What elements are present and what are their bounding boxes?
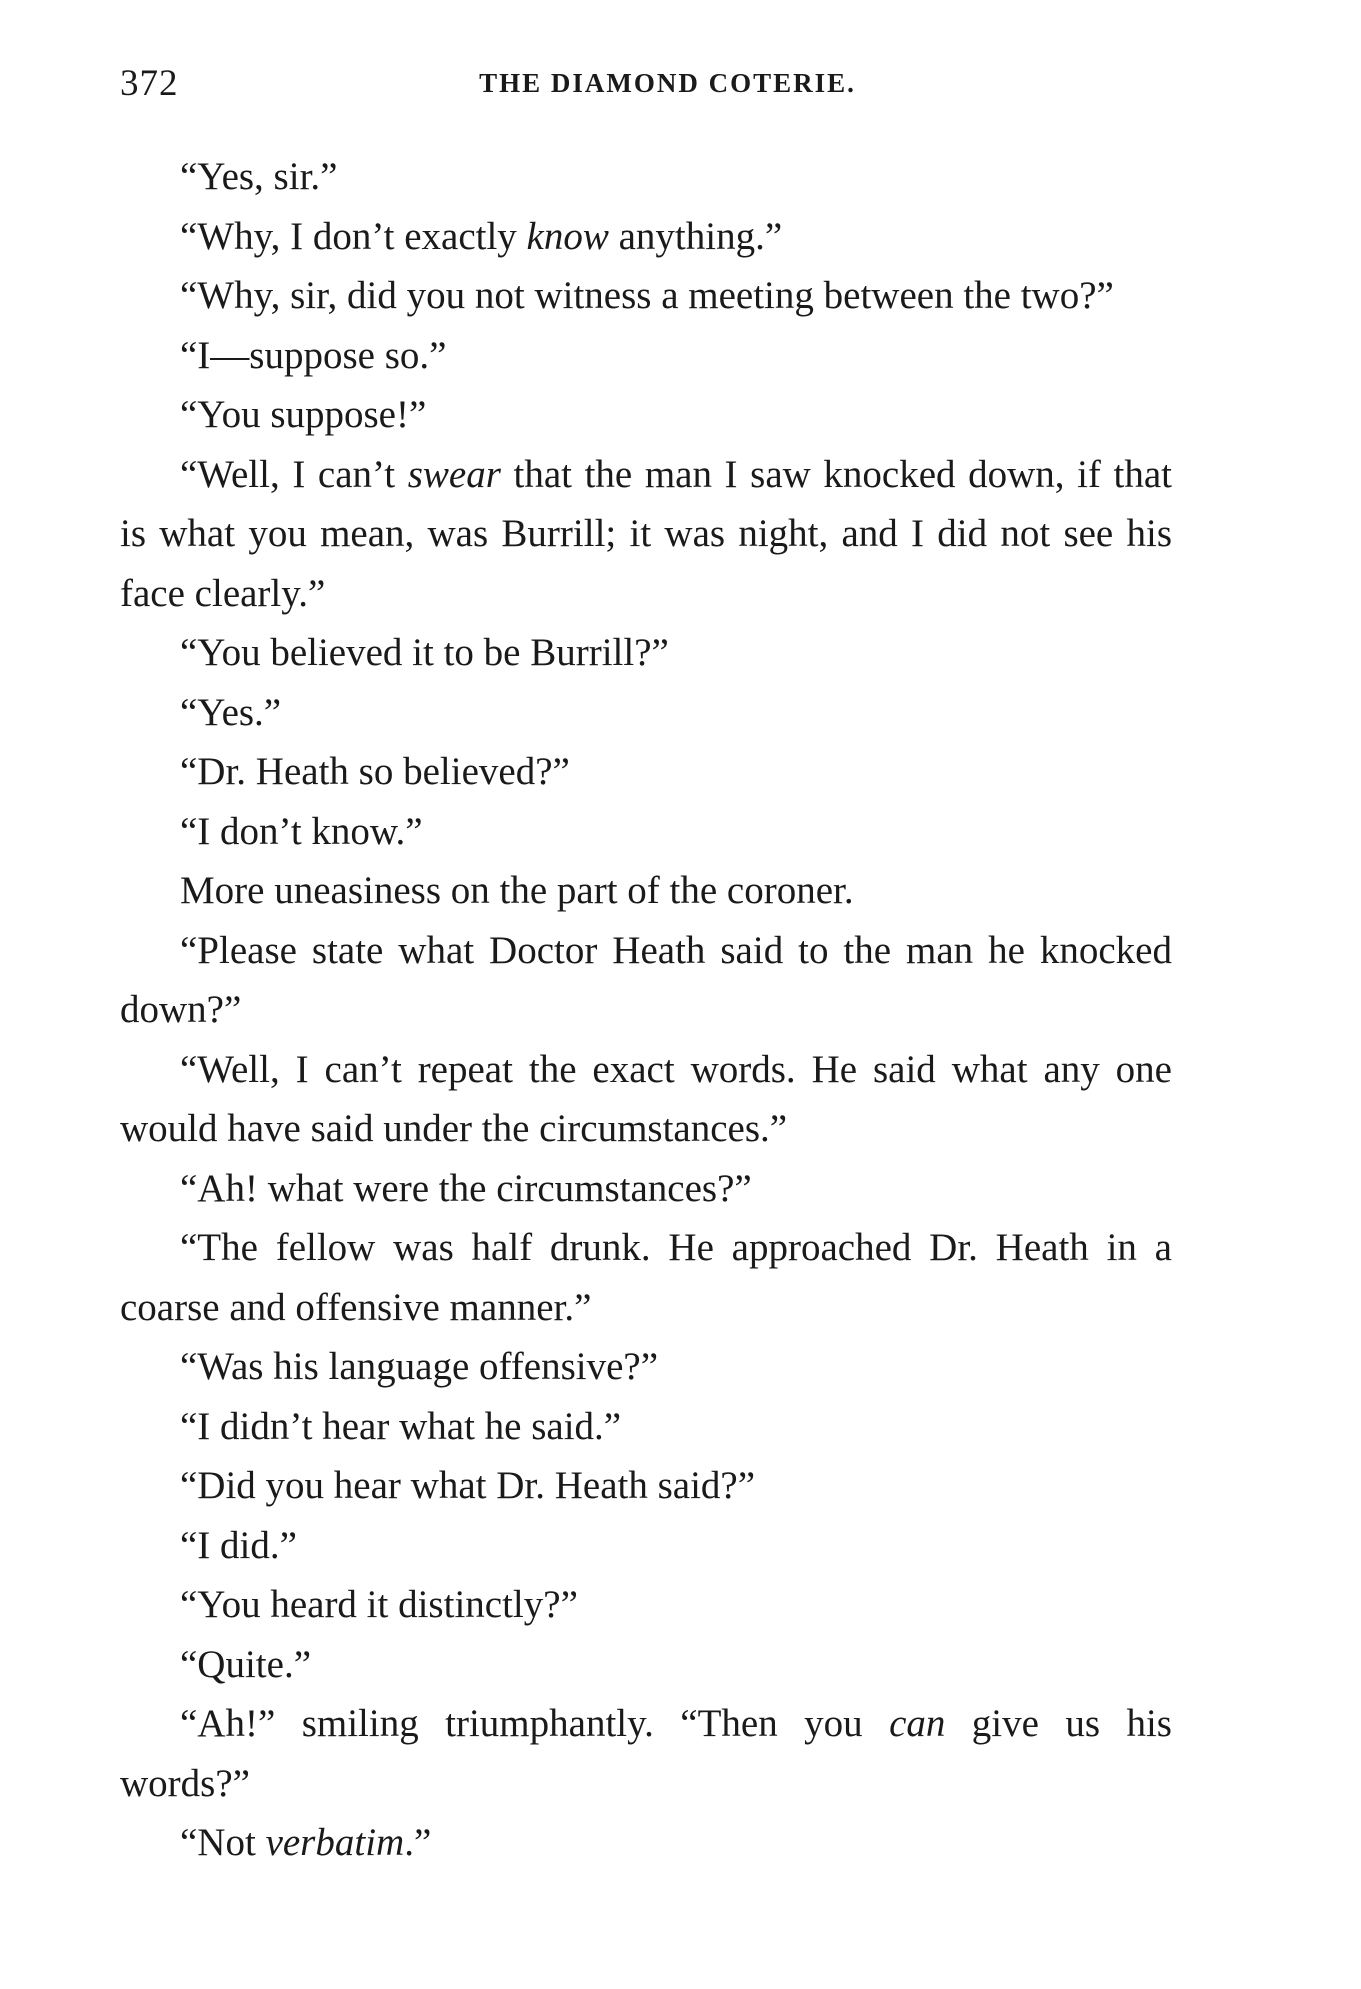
paragraph-19: “I did.” [180, 1523, 297, 1567]
paragraph-4: “I—suppose so.” [180, 333, 447, 377]
paragraph-16: “Was his language offensive?” [180, 1345, 659, 1388]
paragraph-15: “The fellow was half drunk. He approached Dr. Heath in a coarse and offensive manner.” [120, 1226, 1172, 1329]
paragraph-6-text-b: that the man I saw knocked down, if that is what you mean, was Burrill; it was night, and I did not see his face clearly.” [120, 452, 1172, 615]
paragraph-6-emphasis: swear [407, 452, 501, 496]
paragraph-10: “I don’t know.” [180, 809, 423, 853]
paragraph-2 [120, 207, 1172, 267]
paragraph-6 [120, 445, 1172, 624]
paragraph-18: “Did you hear what Dr. Heath said?” [180, 1464, 756, 1507]
paragraph-8: “Yes.” [180, 690, 282, 734]
paragraph-23-text-b: .” [404, 1821, 432, 1864]
paragraph-2-text-a: “Why, I don’t exactly [180, 214, 527, 258]
paragraph-3: “Why, sir, did you not witness a meeting between the two?” [180, 274, 1114, 317]
paragraph-23-emphasis: verbatim [265, 1821, 405, 1864]
paragraph-23-text-a: “Not [180, 1821, 266, 1864]
paragraph-21: “Quite.” [180, 1642, 312, 1686]
paragraph-9: “Dr. Heath so believed?” [180, 750, 570, 793]
paragraph-11: More uneasiness on the part of the coroner. [180, 869, 854, 912]
paragraph-1: “Yes, sir.” [180, 155, 338, 198]
body-text [120, 147, 1172, 1873]
paragraph-22 [120, 1694, 1172, 1813]
paragraph-14: “Ah! what were the circumstances?” [180, 1166, 752, 1210]
running-head [120, 62, 1175, 112]
paragraph-2-emphasis: know [526, 214, 609, 258]
paragraph-2-text-b: anything.” [608, 214, 783, 258]
paragraph-22-text-a: “Ah!” smiling triumphantly. “Then you [180, 1702, 890, 1745]
paragraph-7: “You believed it to be Burrill?” [180, 631, 669, 674]
paragraph-17: “I didn’t hear what he said.” [180, 1404, 622, 1448]
paragraph-6-text-a: “Well, I can’t [180, 452, 408, 496]
paragraph-13: “Well, I can’t repeat the exact words. He said what any one would have said under the circumstances.” [120, 1047, 1172, 1150]
paragraph-23 [120, 1813, 1172, 1873]
paragraph-22-text-b: give us his words?” [120, 1702, 1172, 1805]
paragraph-20: “You heard it distinctly?” [180, 1583, 578, 1626]
page-number: 372 [120, 63, 179, 104]
running-title: THE DIAMOND COTERIE. [479, 68, 856, 98]
paragraph-5: “You suppose!” [180, 393, 427, 436]
paragraph-22-emphasis: can [889, 1702, 946, 1745]
paragraph-12: “Please state what Doctor Heath said to the man he knocked down?” [120, 928, 1172, 1031]
